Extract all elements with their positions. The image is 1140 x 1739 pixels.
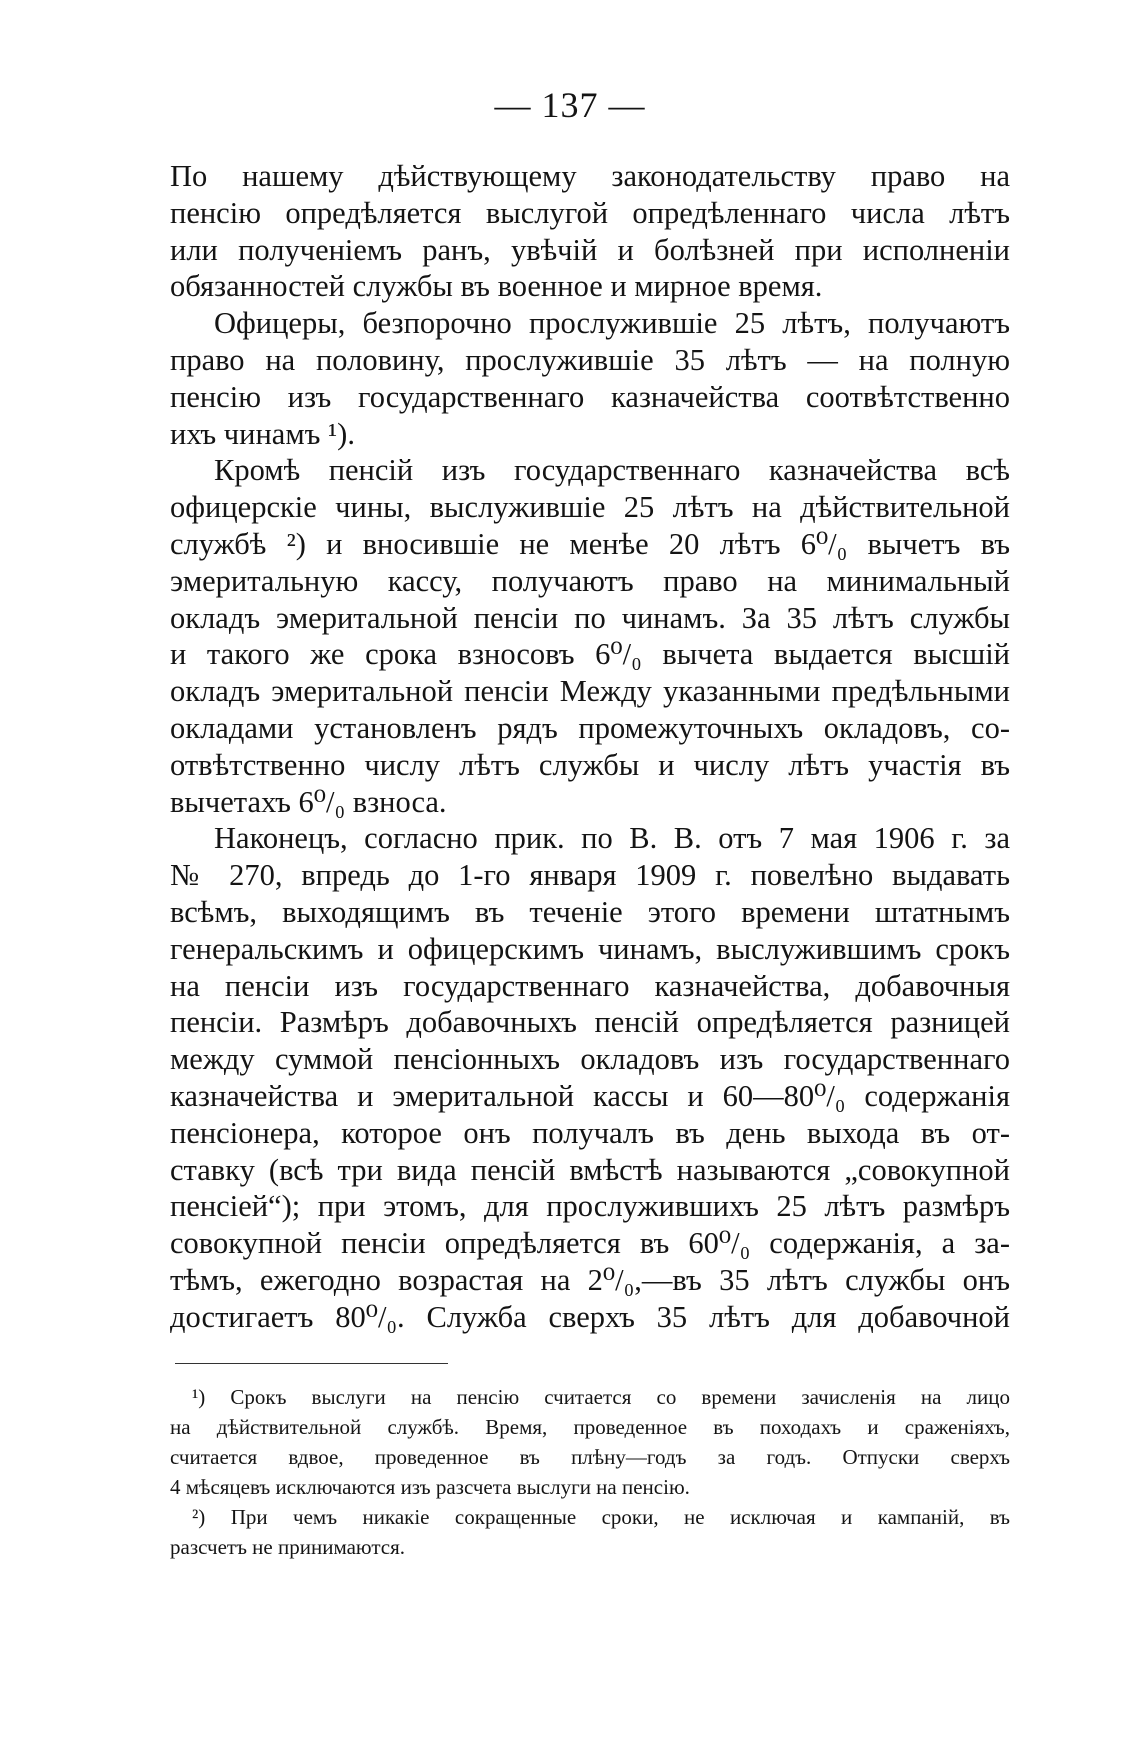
text-line: Кромѣ пенсій изъ государственнаго казначейства всѣ xyxy=(214,453,1010,488)
body-text xyxy=(170,158,1010,1336)
text-line: офицерскіе чины, выслужившіе 25 лѣтъ на дѣйствительной xyxy=(170,490,1010,525)
text-line: окладами установленъ рядъ промежуточныхъ окладовъ, со- xyxy=(170,710,1010,745)
footnote-line: считается вдвое, проведенное въ плѣну—годъ за годъ. Отпуски сверхъ xyxy=(170,1445,1010,1469)
footnote-line: на дѣйствительной службѣ. Время, проведенное въ походахъ и сраженіяхъ, xyxy=(170,1415,1010,1439)
text-line: отвѣтственно числу лѣтъ службы и числу лѣтъ участія въ xyxy=(170,747,1010,782)
text-line: казначейства и эмеритальной кассы и 60—80⁰/₀ содержанія xyxy=(170,1078,1010,1113)
text-line: или полученіемъ ранъ, увѣчій и болѣзней при исполненіи xyxy=(170,232,1010,267)
text-line: эмеритальную кассу, получаютъ право на минимальный xyxy=(170,563,1010,598)
text-line: окладъ эмеритальной пенсіи Между указанными предѣльными xyxy=(170,674,1010,709)
text-line: тѣмъ, ежегодно возрастая на 2⁰/₀,—въ 35 лѣтъ службы онъ xyxy=(170,1262,1010,1297)
text-line: пенсіонера, которое онъ получалъ въ день выхода въ от- xyxy=(170,1115,1010,1150)
text-line: пенсію опредѣляется выслугой опредѣленнаго числа лѣтъ xyxy=(170,195,1010,230)
text-line: окладъ эмеритальной пенсіи по чинамъ. За 35 лѣтъ службы xyxy=(170,600,1010,635)
page-number: — 137 — xyxy=(494,85,646,125)
text-line: пенсіей“); при этомъ, для прослужившихъ 25 лѣтъ размѣръ xyxy=(170,1189,1010,1224)
text-line: и такого же срока взносовъ 6⁰/₀ вычета выдается высшій xyxy=(170,637,1010,672)
text-line: совокупной пенсіи опредѣляется въ 60⁰/₀ содержанія, а за- xyxy=(170,1226,1010,1261)
footnote-line: ¹) Срокъ выслуги на пенсію считается со времени зачисленія на лицо xyxy=(192,1385,1010,1409)
text-line: службѣ ²) и вносившіе не менѣе 20 лѣтъ 6⁰/₀ вычетъ въ xyxy=(170,526,1010,561)
footnote-divider xyxy=(175,1363,448,1364)
footnote-line: разсчетъ не принимаются. xyxy=(170,1535,405,1559)
footnotes xyxy=(170,1382,1010,1562)
text-line: Наконецъ, согласно прик. по В. В. отъ 7 мая 1906 г. за xyxy=(214,821,1010,856)
text-line: пенсіи. Размѣръ добавочныхъ пенсій опредѣляется разницей xyxy=(170,1005,1010,1040)
text-line: пенсію изъ государственнаго казначейства соотвѣтственно xyxy=(170,379,1010,414)
text-line: вычетахъ 6⁰/₀ взноса. xyxy=(170,784,447,819)
text-line: на пенсіи изъ государственнаго казначейства, добавочныя xyxy=(170,968,1010,1003)
text-line: право на половину, прослужившіе 35 лѣтъ — на полную xyxy=(170,342,1010,377)
footnote-line: ²) При чемъ никакіе сокращенные сроки, не исключая и кампаній, въ xyxy=(192,1505,1010,1529)
footnote-line: 4 мѣсяцевъ исключаются изъ разсчета выслуги на пенсію. xyxy=(170,1475,690,1499)
text-line: достигаетъ 80⁰/₀. Служба сверхъ 35 лѣтъ для добавочной xyxy=(170,1299,1010,1334)
text-line: ихъ чинамъ ¹). xyxy=(170,416,355,451)
text-line: ставку (всѣ три вида пенсій вмѣстѣ называются „совокупной xyxy=(170,1152,1010,1187)
text-line: По нашему дѣйствующему законодательству право на xyxy=(170,159,1010,193)
text-line: № 270, впредь до 1-го января 1909 г. повелѣно выдавать xyxy=(170,858,1010,893)
text-line: обязанностей службы въ военное и мирное время. xyxy=(170,269,823,304)
text-line: всѣмъ, выходящимъ въ теченіе этого времени штатнымъ xyxy=(170,894,1010,929)
text-line: Офицеры, безпорочно прослужившіе 25 лѣтъ, получаютъ xyxy=(214,306,1010,341)
text-line: между суммой пенсіонныхъ окладовъ изъ государственнаго xyxy=(170,1042,1010,1077)
text-line: генеральскимъ и офицерскимъ чинамъ, выслужившимъ срокъ xyxy=(170,931,1010,966)
